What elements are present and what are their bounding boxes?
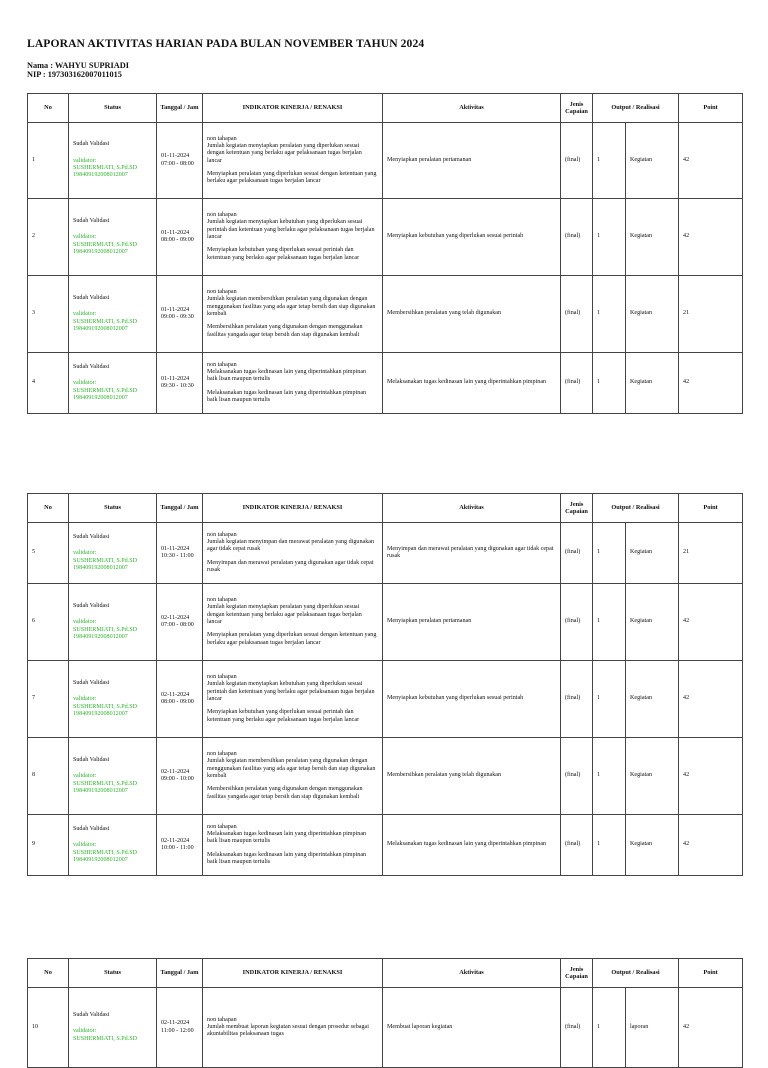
indicator-description: Jumlah kegiatan menyiapkan kebutuhan yang diperlukan sesuai perintah dan ketentuan yang berlaku agar pelaksanaan tugas berjalan lancar xyxy=(207,681,375,702)
row-date: 01-11-2024 xyxy=(161,375,190,382)
row-output-unit: laporan xyxy=(626,988,679,1068)
validator-nip: 198409192008012007 xyxy=(73,248,128,255)
row-output-qty: 1 xyxy=(593,523,626,584)
row-output-qty: 1 xyxy=(593,199,626,276)
row-activity: Menyiapkan kebutuhan yang diperlukan sesuai perintah xyxy=(383,661,561,738)
header-no: No xyxy=(28,959,69,988)
validator-nip: 198409192008012007 xyxy=(73,710,128,717)
indicator-description: Jumlah kegiatan menyimpan dan merawat peralatan yang digunakan agar tidak cepat rusak xyxy=(207,539,375,553)
table-row xyxy=(28,523,743,584)
validator-nip: 198409192008012007 xyxy=(73,787,128,794)
validator-label: validator: xyxy=(73,380,97,387)
row-output-unit: Kegiatan xyxy=(626,276,679,353)
validator-block xyxy=(73,158,152,180)
row-point: 42 xyxy=(679,584,743,661)
activity-table-page-3 xyxy=(27,958,743,1068)
table-header-row xyxy=(28,494,743,523)
row-indicator-cell xyxy=(203,123,383,199)
row-jenis-capaian: (final) xyxy=(561,123,593,199)
validator-name: SUSHERMIATI, S.Pd.SD xyxy=(73,387,137,394)
row-time: 08:00 - 09:00 xyxy=(161,699,194,705)
header-no: No xyxy=(28,494,69,523)
row-output-qty: 1 xyxy=(593,988,626,1068)
validator-nip: 198409192008012007 xyxy=(73,172,128,179)
row-status-cell xyxy=(69,738,157,815)
row-datetime-cell xyxy=(157,123,203,199)
header-status: Status xyxy=(69,94,157,123)
row-indicator-cell xyxy=(203,584,383,661)
row-activity: Membersihkan peralatan yang telah digunakan xyxy=(383,276,561,353)
row-status-cell xyxy=(69,584,157,661)
indicator-description: Jumlah kegiatan menyiapkan kebutuhan yang diperlukan sesuai perintah dan ketentuan yang berlaku agar pelaksanaan tugas berjalan lancar xyxy=(207,219,375,240)
row-number: 3 xyxy=(28,276,69,353)
row-output-unit: Kegiatan xyxy=(626,123,679,199)
row-time: 07:00 - 08:00 xyxy=(161,622,194,628)
row-point: 21 xyxy=(679,523,743,584)
employee-nip: NIP : 197303162007011015 xyxy=(27,70,122,79)
row-activity: Menyiapkan kebutuhan yang diperlukan sesuai perintah xyxy=(383,199,561,276)
status-text: Sudah Validasi xyxy=(73,533,110,540)
row-point: 42 xyxy=(679,815,743,876)
header-status: Status xyxy=(69,494,157,523)
indicator-type: non tahapan xyxy=(207,751,237,758)
indicator-description: Jumlah kegiatan menyiapkan peralatan yang diperlukan sesuai dengan ketentuan yang berlaku agar pelaksanaan tugas berjalan lancar xyxy=(207,142,362,164)
validator-label: validator: xyxy=(73,842,97,849)
validator-label: validator: xyxy=(73,311,97,318)
row-jenis-capaian: (final) xyxy=(561,523,593,584)
indicator-description: Melaksanakan tugas kedinasan lain yang diperintahkan pimpinan baik lisan maupun tertulis xyxy=(207,831,367,845)
indicator-type: non tahapan xyxy=(207,212,237,219)
row-time: 08:00 - 09:00 xyxy=(161,237,194,243)
activity-table-page-1 xyxy=(27,93,743,414)
row-number: 10 xyxy=(28,988,69,1068)
validator-label: validator: xyxy=(73,234,97,241)
indicator-renaksi: Menyiapkan peralatan yang diperlukan sesuai dengan ketentuan yang berlaku agar pelaksanaan tugas berjalan lancar xyxy=(207,632,377,646)
row-indicator-cell xyxy=(203,988,383,1068)
validator-name: SUSHERMIATI, S.Pd.SD xyxy=(73,626,137,633)
row-date: 01-11-2024 xyxy=(161,153,190,160)
validator-label: validator: xyxy=(73,1028,97,1035)
row-status-cell xyxy=(69,523,157,584)
indicator-description: Jumlah kegiatan menyiapkan peralatan yang diperlukan sesuai dengan ketentuan yang berlaku agar pelaksanaan tugas berjalan lancar xyxy=(207,604,362,625)
status-text: Sudah Validasi xyxy=(73,756,110,763)
row-output-qty: 1 xyxy=(593,276,626,353)
indicator-description: Jumlah kegiatan membersihkan peralatan yang digunakan dengan menggunakan fasilitas yang ada agar tetap bersih dan siap digunakan kembali xyxy=(207,758,376,779)
header-aktivitas: Aktivitas xyxy=(383,959,561,988)
row-point: 42 xyxy=(679,738,743,815)
row-output-qty: 1 xyxy=(593,123,626,199)
indicator-type: non tahapan xyxy=(207,1016,237,1023)
row-status-cell xyxy=(69,123,157,199)
header-tanggal: Tanggal / Jam xyxy=(157,959,203,988)
indicator-renaksi: Membersihkan peralatan yang digunakan dengan menggunakan fasilitas yangada agar tetap bersih dan siap digunakan kembali xyxy=(207,786,363,800)
row-number: 7 xyxy=(28,661,69,738)
row-output-unit: Kegiatan xyxy=(626,353,679,414)
status-text: Sudah Validasi xyxy=(73,141,110,148)
row-output-qty: 1 xyxy=(593,815,626,876)
header-indikator: INDIKATOR KINERJA / RENAKSI xyxy=(203,494,383,523)
row-indicator-cell xyxy=(203,276,383,353)
indicator-type: non tahapan xyxy=(207,674,237,681)
validator-nip: 198409192008012007 xyxy=(73,325,128,332)
row-time: 09:30 - 10:30 xyxy=(161,383,194,389)
row-activity: Melaksanakan tugas kedinasan lain yang diperintahkan pimpinan xyxy=(383,353,561,414)
row-indicator-cell xyxy=(203,523,383,584)
row-datetime-cell xyxy=(157,815,203,876)
row-output-unit: Kegiatan xyxy=(626,661,679,738)
row-datetime-cell xyxy=(157,584,203,661)
row-date: 02-11-2024 xyxy=(161,768,190,775)
indicator-type: non tahapan xyxy=(207,823,237,830)
validator-label: validator: xyxy=(73,696,97,703)
header-tanggal: Tanggal / Jam xyxy=(157,94,203,123)
row-jenis-capaian: (final) xyxy=(561,738,593,815)
header-indikator: INDIKATOR KINERJA / RENAKSI xyxy=(203,959,383,988)
header-no: No xyxy=(28,94,69,123)
status-text: Sudah Validasi xyxy=(73,825,110,832)
row-time: 11:00 - 12:00 xyxy=(161,1027,194,1034)
header-jenis: Jenis Capaian xyxy=(561,959,593,988)
table-row xyxy=(28,276,743,353)
table-row xyxy=(28,584,743,661)
header-jenis: Jenis Capaian xyxy=(561,94,593,123)
indicator-description: Melaksanakan tugas kedinasan lain yang diperintahkan pimpinan baik lisan maupun tertulis xyxy=(207,369,367,383)
row-datetime-cell xyxy=(157,353,203,414)
validator-block xyxy=(73,1028,152,1043)
validator-name: SUSHERMIATI, S.Pd.SD xyxy=(73,849,137,856)
header-status: Status xyxy=(69,959,157,988)
header-point: Point xyxy=(679,494,743,523)
row-status-cell xyxy=(69,199,157,276)
row-number: 9 xyxy=(28,815,69,876)
row-date: 01-11-2024 xyxy=(161,306,190,313)
indicator-renaksi: Membersihkan peralatan yang digunakan dengan menggunakan fasilitas yangada agar tetap bersih dan siap digunakan kembali xyxy=(207,324,363,338)
row-jenis-capaian: (final) xyxy=(561,584,593,661)
row-indicator-cell xyxy=(203,353,383,414)
table-row xyxy=(28,988,743,1068)
validator-label: validator: xyxy=(73,157,97,164)
validator-nip: 198409192008012007 xyxy=(73,633,128,640)
validator-block xyxy=(73,550,152,572)
row-point: 42 xyxy=(679,123,743,199)
row-point: 21 xyxy=(679,276,743,353)
header-output: Output / Realisasi xyxy=(593,94,679,123)
row-output-unit: Kegiatan xyxy=(626,523,679,584)
row-datetime-cell xyxy=(157,523,203,584)
status-text: Sudah Validasi xyxy=(73,1012,110,1019)
validator-name: SUSHERMIATI, S.Pd.SD xyxy=(73,703,137,710)
indicator-renaksi: Menyimpan dan merawat peralatan yang digunakan agar tidak cepat rusak xyxy=(207,559,374,573)
row-date: 02-11-2024 xyxy=(161,691,190,698)
row-output-unit: Kegiatan xyxy=(626,815,679,876)
indicator-renaksi: Menyiapkan peralatan yang diperlukan sesuai dengan ketentuan yang berlaku agar pelaksanaan tugas berjalan lancar xyxy=(207,170,377,185)
row-time: 10:30 - 11:00 xyxy=(161,553,194,559)
row-status-cell xyxy=(69,661,157,738)
validator-block xyxy=(73,380,152,402)
row-jenis-capaian: (final) xyxy=(561,276,593,353)
header-output: Output / Realisasi xyxy=(593,494,679,523)
activity-table-page-2 xyxy=(27,493,743,876)
row-status-cell xyxy=(69,276,157,353)
row-output-unit: Kegiatan xyxy=(626,199,679,276)
validator-block xyxy=(73,696,152,718)
row-number: 6 xyxy=(28,584,69,661)
row-output-qty: 1 xyxy=(593,584,626,661)
row-indicator-cell xyxy=(203,815,383,876)
row-number: 8 xyxy=(28,738,69,815)
indicator-description: Jumlah kegiatan membersihkan peralatan yang digunakan dengan menggunakan fasilitas yang ada agar tetap bersih dan siap digunakan kembali xyxy=(207,296,376,317)
header-aktivitas: Aktivitas xyxy=(383,94,561,123)
row-activity: Menyiapkan peralatan pertamanan xyxy=(383,123,561,199)
row-output-qty: 1 xyxy=(593,661,626,738)
indicator-type: non tahapan xyxy=(207,361,237,368)
indicator-type: non tahapan xyxy=(207,597,237,604)
row-date: 02-11-2024 xyxy=(161,614,190,621)
row-status-cell xyxy=(69,353,157,414)
status-text: Sudah Validasi xyxy=(73,602,110,609)
row-date: 02-11-2024 xyxy=(161,1020,190,1027)
table-row xyxy=(28,199,743,276)
row-activity: Membersihkan peralatan yang telah digunakan xyxy=(383,738,561,815)
row-number: 1 xyxy=(28,123,69,199)
row-activity: Melaksanakan tugas kedinasan lain yang diperintahkan pimpinan xyxy=(383,815,561,876)
table-row xyxy=(28,815,743,876)
header-aktivitas: Aktivitas xyxy=(383,494,561,523)
validator-name: SUSHERMIATI, S.Pd.SD xyxy=(73,780,137,787)
row-time: 09:00 - 10:00 xyxy=(161,776,194,782)
row-number: 5 xyxy=(28,523,69,584)
header-tanggal: Tanggal / Jam xyxy=(157,494,203,523)
row-indicator-cell xyxy=(203,199,383,276)
row-datetime-cell xyxy=(157,199,203,276)
status-text: Sudah Validasi xyxy=(73,363,110,370)
row-jenis-capaian: (final) xyxy=(561,353,593,414)
table-row xyxy=(28,353,743,414)
validator-name: SUSHERMIATI, S.Pd.SD xyxy=(73,557,137,564)
row-output-unit: Kegiatan xyxy=(626,584,679,661)
status-text: Sudah Validasi xyxy=(73,679,110,686)
row-time: 07:00 - 08:00 xyxy=(161,160,194,167)
page-title: LAPORAN AKTIVITAS HARIAN PADA BULAN NOVEMBER TAHUN 2024 xyxy=(27,37,425,50)
validator-nip: 198409192008012007 xyxy=(73,564,128,571)
row-jenis-capaian: (final) xyxy=(561,988,593,1068)
row-date: 01-11-2024 xyxy=(161,545,190,552)
indicator-type: non tahapan xyxy=(207,289,237,296)
validator-name: SUSHERMIATI, S.Pd.SD xyxy=(73,318,137,325)
status-text: Sudah Validasi xyxy=(73,217,110,224)
header-point: Point xyxy=(679,959,743,988)
validator-block xyxy=(73,773,152,795)
status-text: Sudah Validasi xyxy=(73,294,110,301)
validator-block xyxy=(73,311,152,333)
validator-label: validator: xyxy=(73,773,97,780)
validator-nip: 198409192008012007 xyxy=(73,856,128,863)
header-point: Point xyxy=(679,94,743,123)
row-indicator-cell xyxy=(203,738,383,815)
row-output-qty: 1 xyxy=(593,738,626,815)
row-point: 42 xyxy=(679,661,743,738)
row-output-unit: Kegiatan xyxy=(626,738,679,815)
indicator-renaksi: Melaksanakan tugas kedinasan lain yang diperintahkan pimpinan baik lisan maupun tertulis xyxy=(207,389,367,403)
validator-label: validator: xyxy=(73,550,97,557)
row-activity: Membuat laporan kegiatan xyxy=(383,988,561,1068)
row-number: 4 xyxy=(28,353,69,414)
indicator-description: Jumlah membuat laporan kegiatan sesuai dengan prosedur sebagai akuntabilitas pelaksanaan tugas xyxy=(207,1023,369,1038)
table-header-row xyxy=(28,94,743,123)
table-row xyxy=(28,738,743,815)
validator-block xyxy=(73,234,152,256)
row-date: 01-11-2024 xyxy=(161,229,190,236)
indicator-renaksi: Menyiapkan kebutuhan yang diperlukan sesuai perintah dan ketentuan yang berlaku agar pelaksanaan tugas berjalan lancar xyxy=(207,709,360,723)
header-output: Output / Realisasi xyxy=(593,959,679,988)
row-jenis-capaian: (final) xyxy=(561,815,593,876)
validator-label: validator: xyxy=(73,619,97,626)
employee-name: Nama : WAHYU SUPRIADI xyxy=(27,61,129,70)
validator-name: SUSHERMIATI, S.Pd.SD xyxy=(73,165,137,171)
validator-name: SUSHERMIATI, S.Pd.SD xyxy=(73,1035,137,1042)
indicator-type: non tahapan xyxy=(207,531,237,538)
row-time: 10:00 - 11:00 xyxy=(161,845,194,851)
table-row xyxy=(28,123,743,199)
row-datetime-cell xyxy=(157,661,203,738)
row-date: 02-11-2024 xyxy=(161,837,190,844)
row-time: 09:00 - 09:30 xyxy=(161,314,194,320)
row-status-cell xyxy=(69,815,157,876)
row-point: 42 xyxy=(679,988,743,1068)
table-header-row xyxy=(28,959,743,988)
validator-block xyxy=(73,619,152,641)
row-datetime-cell xyxy=(157,738,203,815)
row-activity: Menyiapkan peralatan pertamanan xyxy=(383,584,561,661)
validator-block xyxy=(73,842,152,864)
row-jenis-capaian: (final) xyxy=(561,199,593,276)
row-point: 42 xyxy=(679,199,743,276)
row-point: 42 xyxy=(679,353,743,414)
row-activity: Menyimpan dan merawat peralatan yang digunakan agar tidak cepat rusak xyxy=(383,523,561,584)
indicator-type: non tahapan xyxy=(207,135,237,142)
indicator-renaksi: Menyiapkan kebutuhan yang diperlukan sesuai perintah dan ketentuan yang berlaku agar pelaksanaan tugas berjalan lancar xyxy=(207,247,360,261)
validator-name: SUSHERMIATI, S.Pd.SD xyxy=(73,241,137,248)
header-jenis: Jenis Capaian xyxy=(561,494,593,523)
row-status-cell xyxy=(69,988,157,1068)
row-datetime-cell xyxy=(157,988,203,1068)
validator-nip: 198409192008012007 xyxy=(73,394,128,401)
row-datetime-cell xyxy=(157,276,203,353)
row-output-qty: 1 xyxy=(593,353,626,414)
row-indicator-cell xyxy=(203,661,383,738)
indicator-renaksi: Melaksanakan tugas kedinasan lain yang diperintahkan pimpinan baik lisan maupun tertulis xyxy=(207,851,367,865)
table-row xyxy=(28,661,743,738)
header-indikator: INDIKATOR KINERJA / RENAKSI xyxy=(203,94,383,123)
row-number: 2 xyxy=(28,199,69,276)
row-jenis-capaian: (final) xyxy=(561,661,593,738)
